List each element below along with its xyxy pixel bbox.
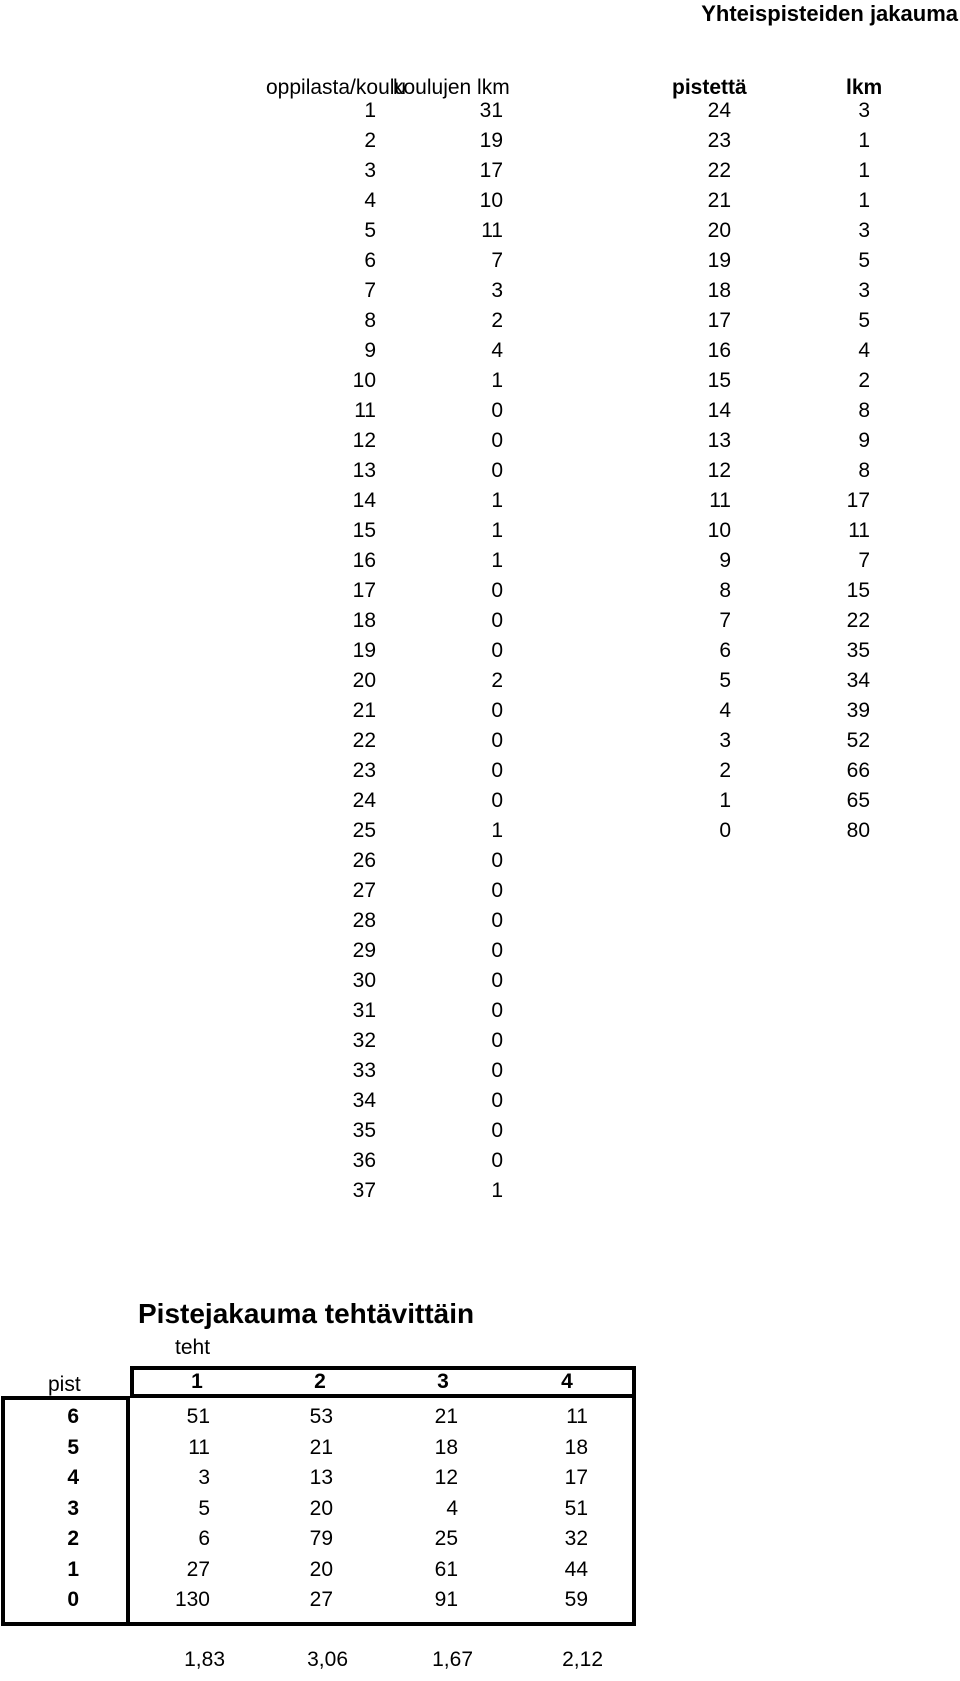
header-lkm: lkm [846, 76, 883, 99]
pistetta-cell: 18 [707, 279, 731, 302]
pist-label: pist [48, 1373, 81, 1396]
koulujen-lkm-cell: 0 [491, 999, 503, 1022]
koulujen-lkm-cell: 17 [479, 159, 503, 182]
oppilasta-cell: 32 [352, 1029, 376, 1052]
pistetta-cell: 2 [719, 759, 731, 782]
koulujen-lkm-cell: 0 [491, 609, 503, 632]
task-value-cell: 18 [564, 1436, 588, 1459]
koulujen-lkm-cell: 0 [491, 1119, 503, 1142]
koulujen-lkm-cell: 0 [491, 879, 503, 902]
pistetta-cell: 21 [707, 189, 731, 212]
oppilasta-cell: 16 [352, 549, 376, 572]
lkm-cell: 65 [846, 789, 870, 812]
koulujen-lkm-cell: 4 [491, 339, 503, 362]
lkm-cell: 39 [846, 699, 870, 722]
task-average-cell: 1,83 [184, 1648, 225, 1671]
oppilasta-cell: 36 [352, 1149, 376, 1172]
lkm-cell: 17 [846, 489, 870, 512]
task-value-cell: 6 [198, 1527, 210, 1550]
oppilasta-cell: 23 [352, 759, 376, 782]
pistetta-cell: 4 [719, 699, 731, 722]
lkm-cell: 34 [846, 669, 870, 692]
task-value-cell: 4 [446, 1497, 458, 1520]
koulujen-lkm-cell: 0 [491, 1059, 503, 1082]
oppilasta-cell: 26 [352, 849, 376, 872]
task-value-cell: 32 [564, 1527, 588, 1550]
koulujen-lkm-cell: 10 [479, 189, 503, 212]
lkm-cell: 8 [858, 459, 870, 482]
lkm-cell: 5 [858, 249, 870, 272]
koulujen-lkm-cell: 0 [491, 969, 503, 992]
oppilasta-cell: 20 [352, 669, 376, 692]
koulujen-lkm-cell: 1 [491, 519, 503, 542]
task-value-cell: 21 [309, 1436, 333, 1459]
oppilasta-cell: 6 [364, 249, 376, 272]
oppilasta-cell: 19 [352, 639, 376, 662]
lkm-cell: 9 [858, 429, 870, 452]
koulujen-lkm-cell: 19 [479, 129, 503, 152]
task-value-cell: 20 [309, 1558, 333, 1581]
oppilasta-cell: 17 [352, 579, 376, 602]
lkm-cell: 11 [848, 519, 870, 542]
oppilasta-cell: 27 [352, 879, 376, 902]
koulujen-lkm-cell: 7 [491, 249, 503, 272]
task-column-header: 2 [314, 1370, 326, 1393]
koulujen-lkm-cell: 3 [491, 279, 503, 302]
task-value-cell: 51 [564, 1497, 588, 1520]
oppilasta-cell: 7 [364, 279, 376, 302]
lkm-cell: 66 [846, 759, 870, 782]
koulujen-lkm-cell: 11 [481, 219, 503, 242]
lkm-cell: 3 [858, 99, 870, 122]
page-title: Yhteispisteiden jakauma [701, 1, 958, 26]
koulujen-lkm-cell: 0 [491, 429, 503, 452]
lkm-cell: 35 [846, 639, 870, 662]
koulujen-lkm-cell: 0 [491, 849, 503, 872]
oppilasta-cell: 24 [352, 789, 376, 812]
task-value-cell: 13 [309, 1466, 333, 1489]
oppilasta-cell: 25 [352, 819, 376, 842]
task-value-cell: 20 [309, 1497, 333, 1520]
pistetta-cell: 20 [707, 219, 731, 242]
oppilasta-cell: 9 [364, 339, 376, 362]
pistetta-cell: 8 [719, 579, 731, 602]
pistetta-cell: 24 [707, 99, 731, 122]
task-value-cell: 11 [566, 1405, 588, 1428]
lkm-cell: 2 [858, 369, 870, 392]
pistetta-cell: 11 [709, 489, 731, 512]
lkm-cell: 3 [858, 279, 870, 302]
lkm-cell: 1 [858, 159, 870, 182]
oppilasta-cell: 1 [364, 99, 376, 122]
oppilasta-cell: 35 [352, 1119, 376, 1142]
pistetta-cell: 14 [707, 399, 731, 422]
koulujen-lkm-cell: 2 [491, 669, 503, 692]
koulujen-lkm-cell: 1 [491, 549, 503, 572]
lkm-cell: 80 [846, 819, 870, 842]
pistetta-cell: 17 [707, 309, 731, 332]
oppilasta-cell: 15 [352, 519, 376, 542]
task-value-cell: 27 [186, 1558, 210, 1581]
task-value-cell: 44 [564, 1558, 588, 1581]
pist-row-label: 2 [67, 1527, 79, 1550]
lkm-cell: 52 [846, 729, 870, 752]
lkm-cell: 1 [858, 189, 870, 212]
oppilasta-cell: 28 [352, 909, 376, 932]
oppilasta-cell: 37 [352, 1179, 376, 1202]
oppilasta-cell: 11 [354, 399, 376, 422]
oppilasta-cell: 3 [364, 159, 376, 182]
task-value-cell: 27 [309, 1588, 333, 1611]
pistetta-cell: 12 [707, 459, 731, 482]
task-column-header: 3 [437, 1370, 449, 1393]
koulujen-lkm-cell: 0 [491, 939, 503, 962]
pistetta-cell: 19 [707, 249, 731, 272]
task-value-cell: 5 [198, 1497, 210, 1520]
pistetta-cell: 22 [707, 159, 731, 182]
koulujen-lkm-cell: 0 [491, 459, 503, 482]
pistetta-cell: 6 [719, 639, 731, 662]
header-oppilasta: oppilasta/koulu [266, 76, 407, 99]
pistetta-cell: 7 [719, 609, 731, 632]
oppilasta-cell: 29 [352, 939, 376, 962]
koulujen-lkm-cell: 1 [491, 489, 503, 512]
pistetta-cell: 9 [719, 549, 731, 572]
koulujen-lkm-cell: 0 [491, 399, 503, 422]
task-value-cell: 25 [434, 1527, 458, 1550]
task-value-cell: 130 [174, 1588, 210, 1611]
lkm-cell: 8 [858, 399, 870, 422]
oppilasta-cell: 8 [364, 309, 376, 332]
teht-label: teht [175, 1336, 211, 1359]
lkm-cell: 5 [858, 309, 870, 332]
pistetta-cell: 5 [719, 669, 731, 692]
task-value-cell: 17 [564, 1466, 588, 1489]
oppilasta-cell: 21 [352, 699, 376, 722]
koulujen-lkm-cell: 31 [479, 99, 503, 122]
pist-row-label: 1 [67, 1558, 79, 1581]
oppilasta-cell: 31 [352, 999, 376, 1022]
oppilasta-cell: 14 [352, 489, 376, 512]
koulujen-lkm-cell: 0 [491, 1149, 503, 1172]
oppilasta-cell: 18 [352, 609, 376, 632]
lkm-cell: 4 [858, 339, 870, 362]
oppilasta-cell: 10 [352, 369, 376, 392]
pist-row-label: 5 [67, 1436, 79, 1459]
koulujen-lkm-cell: 0 [491, 729, 503, 752]
task-value-cell: 91 [434, 1588, 458, 1611]
oppilasta-cell: 4 [364, 189, 376, 212]
koulujen-lkm-cell: 1 [491, 1179, 503, 1202]
lkm-cell: 1 [858, 129, 870, 152]
pistetta-cell: 13 [707, 429, 731, 452]
koulujen-lkm-cell: 0 [491, 699, 503, 722]
oppilasta-cell: 12 [352, 429, 376, 452]
pistetta-cell: 3 [719, 729, 731, 752]
task-value-cell: 59 [564, 1588, 588, 1611]
pist-row-label: 4 [67, 1466, 79, 1489]
koulujen-lkm-cell: 0 [491, 1029, 503, 1052]
koulujen-lkm-cell: 0 [491, 639, 503, 662]
task-column-header: 1 [191, 1370, 203, 1393]
oppilasta-cell: 30 [352, 969, 376, 992]
task-average-cell: 1,67 [432, 1648, 473, 1671]
oppilasta-cell: 22 [352, 729, 376, 752]
task-value-cell: 53 [309, 1405, 333, 1428]
pistetta-cell: 0 [719, 819, 731, 842]
oppilasta-cell: 13 [352, 459, 376, 482]
koulujen-lkm-cell: 0 [491, 1089, 503, 1112]
pist-row-label: 0 [67, 1588, 79, 1611]
task-column-header: 4 [561, 1370, 573, 1393]
lkm-cell: 7 [858, 549, 870, 572]
header-koulujen-lkm: koulujen lkm [393, 76, 510, 99]
task-value-cell: 3 [198, 1466, 210, 1489]
task-value-cell: 21 [434, 1405, 458, 1428]
header-pistetta: pistettä [672, 76, 747, 99]
task-value-cell: 18 [434, 1436, 458, 1459]
task-value-cell: 11 [188, 1436, 210, 1459]
koulujen-lkm-cell: 1 [491, 819, 503, 842]
koulujen-lkm-cell: 1 [491, 369, 503, 392]
task-table-title: Pistejakauma tehtävittäin [138, 1298, 475, 1329]
task-value-cell: 12 [434, 1466, 458, 1489]
pistetta-cell: 10 [707, 519, 731, 542]
pistetta-cell: 15 [707, 369, 731, 392]
koulujen-lkm-cell: 0 [491, 759, 503, 782]
koulujen-lkm-cell: 0 [491, 909, 503, 932]
task-average-cell: 2,12 [562, 1648, 603, 1671]
lkm-cell: 22 [846, 609, 870, 632]
lkm-cell: 15 [846, 579, 870, 602]
koulujen-lkm-cell: 2 [491, 309, 503, 332]
oppilasta-cell: 5 [364, 219, 376, 242]
pistetta-cell: 23 [707, 129, 731, 152]
task-value-cell: 79 [309, 1527, 333, 1550]
lkm-cell: 3 [858, 219, 870, 242]
koulujen-lkm-cell: 0 [491, 579, 503, 602]
koulujen-lkm-cell: 0 [491, 789, 503, 812]
oppilasta-cell: 33 [352, 1059, 376, 1082]
pistetta-cell: 16 [707, 339, 731, 362]
pistetta-cell: 1 [719, 789, 731, 812]
task-value-cell: 61 [434, 1558, 458, 1581]
task-average-cell: 3,06 [307, 1648, 348, 1671]
oppilasta-cell: 2 [364, 129, 376, 152]
pist-row-label: 6 [67, 1405, 79, 1428]
task-value-cell: 51 [186, 1405, 210, 1428]
pist-row-label: 3 [67, 1497, 79, 1520]
oppilasta-cell: 34 [352, 1089, 376, 1112]
